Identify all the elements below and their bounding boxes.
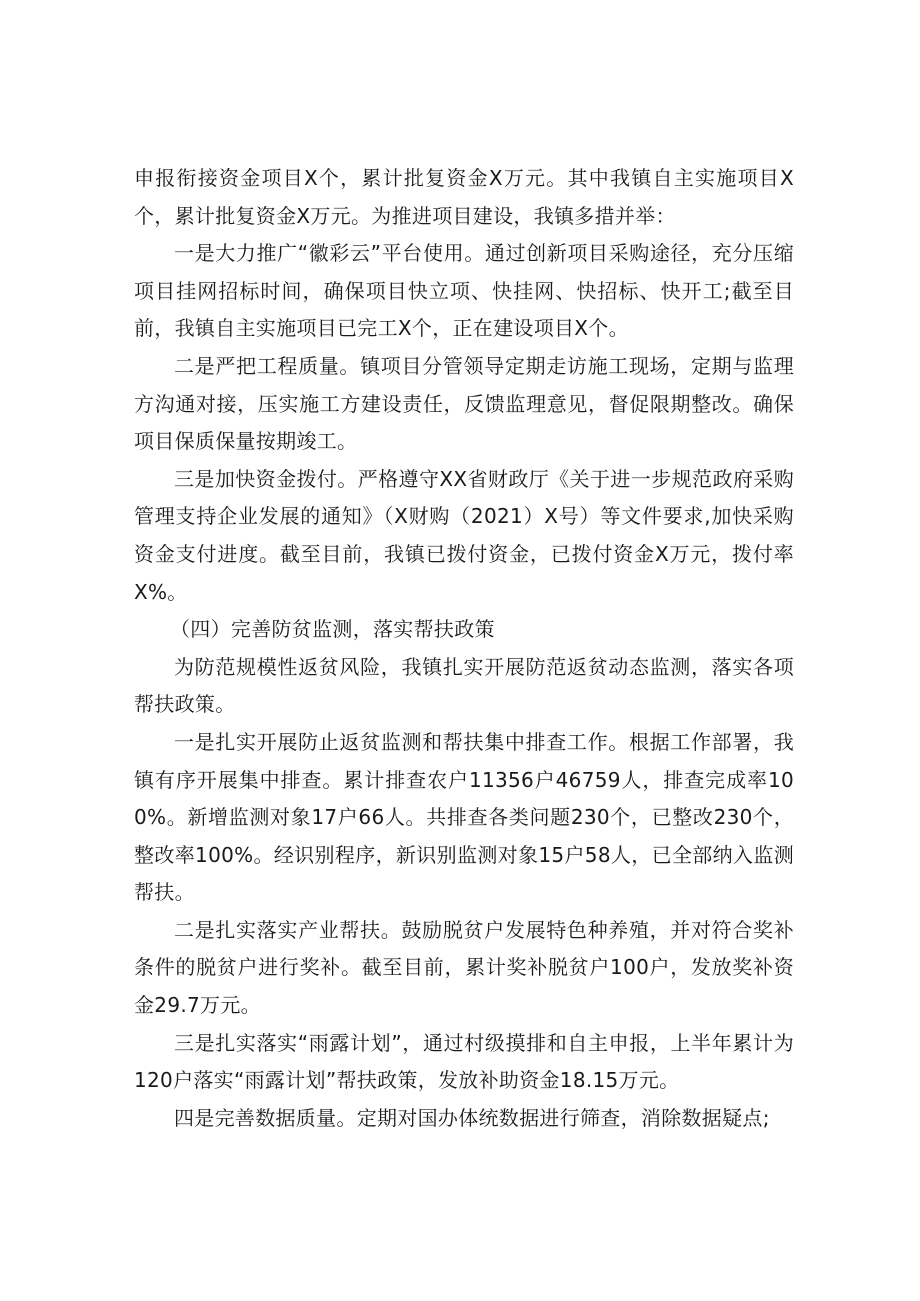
paragraph-yulu-plan: 三是扎实落实“雨露计划”，通过村级摸排和自主申报，上半年累计为120户落实“雨露计划”帮扶政策，发放补助资金18.15万元。 xyxy=(134,1030,794,1093)
paragraph-poverty-monitoring-intro: 为防范规模性返贫风险，我镇扎实开展防范返贫动态监测，落实各项帮扶政策。 xyxy=(134,654,794,717)
paragraph-data-quality: 四是完善数据质量。定期对国办体统数据进行筛查，消除数据疑点; xyxy=(174,1105,770,1130)
paragraph-huicaiyun-platform: 一是大力推广“徽彩云”平台使用。通过创新项目采购途径，充分压缩项目挂网招标时间，确保项目快立项、快挂网、快招标、快开工;截至目前，我镇自主实施项目已完工X个，正在建设项目X个。 xyxy=(134,241,794,341)
section-heading-poverty-monitoring: （四）完善防贫监测，落实帮扶政策 xyxy=(170,617,495,642)
paragraph-industry-assistance: 二是扎实落实产业帮扶。鼓励脱贫户发展特色种养殖，并对符合奖补条件的脱贫户进行奖补。截至目前，累计奖补脱贫户100户，发放奖补资金29.7万元。 xyxy=(134,917,794,1018)
paragraph-project-funding-continuation: 申报衔接资金项目X个，累计批复资金X万元。其中我镇自主实施项目X个，累计批复资金X万元。为推进项目建设，我镇多措并举： xyxy=(134,166,794,228)
paragraph-fund-disbursement: 三是加快资金拨付。严格遵守XX省财政厅《关于进一步规范政府采购管理支持企业发展的通知》（X财购（2021）X号）等文件要求,加快采购资金支付进度。截至目前，我镇已拨付资金，已拨付资金X万元，拨付率X%。 xyxy=(134,466,794,604)
paragraph-centralized-screening: 一是扎实开展防止返贫监测和帮扶集中排查工作。根据工作部署，我镇有序开展集中排查。累计排查农户11356户46759人，排查完成率100%。新增监测对象17户66人。共排查各类问题230个，已整改230个，整改率100%。经识别程序，新识别监测对象15户58人，已全部纳入监测帮扶。 xyxy=(134,729,794,905)
paragraph-engineering-quality: 二是严把工程质量。镇项目分管领导定期走访施工现场，定期与监理方沟通对接，压实施工方建设责任，反馈监理意见，督促限期整改。确保项目保质保量按期竣工。 xyxy=(134,353,794,454)
